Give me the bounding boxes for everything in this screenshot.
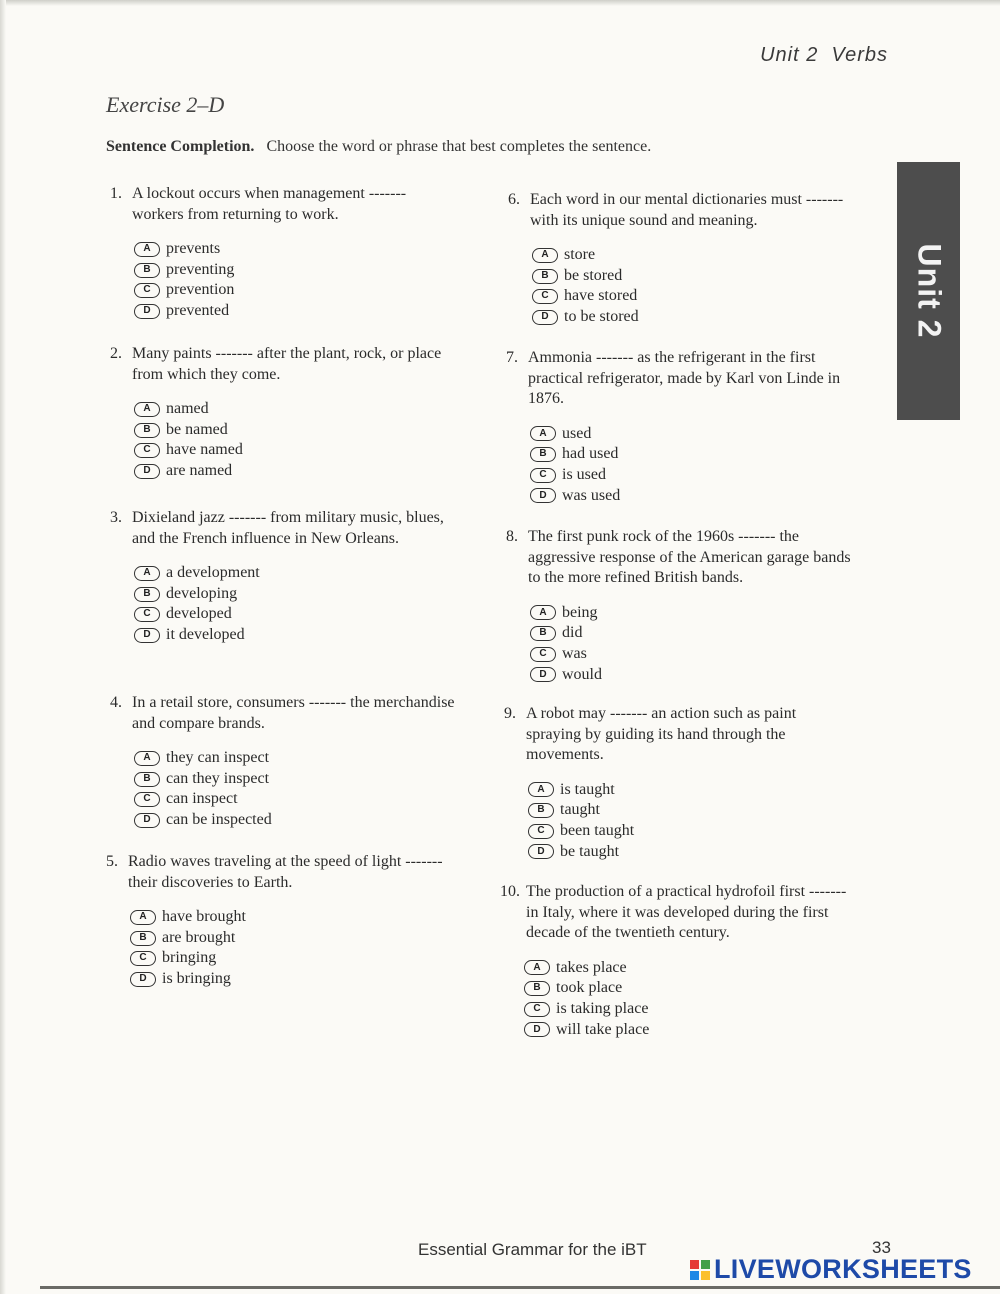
page-number: 33 [872, 1238, 891, 1257]
option-text: they can inspect [166, 749, 270, 767]
option-letter-badge[interactable]: C [532, 289, 558, 304]
option-letter-badge[interactable]: B [530, 626, 556, 641]
option-text: are named [166, 462, 233, 480]
answer-option-d[interactable] [134, 810, 455, 831]
unit-side-tab-label: Unit 2 [911, 243, 947, 339]
option-letter-badge[interactable]: D [134, 628, 160, 643]
answer-option-d[interactable] [134, 301, 455, 322]
question-number: 7. [506, 349, 518, 366]
question-text: Dixieland jazz ------- from military music, blues, and the French influence in New Orleans. [132, 509, 444, 547]
question-7 [506, 348, 851, 506]
option-letter-badge[interactable]: A [532, 248, 558, 263]
option-text: took place [556, 979, 623, 997]
answer-option-d[interactable] [530, 486, 851, 507]
option-text: can inspect [166, 790, 238, 808]
question-10 [500, 882, 852, 1040]
footer-book-title: Essential Grammar for the iBT [418, 1240, 647, 1259]
answer-option-c[interactable] [528, 821, 849, 842]
answer-option-c[interactable] [532, 286, 853, 307]
answer-option-b[interactable] [130, 928, 451, 949]
option-text: taught [560, 801, 600, 819]
answer-option-b[interactable] [530, 444, 851, 465]
answer-option-a[interactable] [532, 245, 853, 266]
answer-option-a[interactable] [134, 748, 455, 769]
liveworksheets-watermark [690, 1254, 972, 1285]
option-letter-badge[interactable]: C [134, 283, 160, 298]
option-letter-badge[interactable]: D [532, 310, 558, 325]
question-stem [110, 344, 455, 385]
option-text: used [562, 424, 592, 442]
option-text: was used [562, 486, 621, 504]
question-stem [500, 882, 852, 944]
question-text: The first punk rock of the 1960s ------- the aggressive response of the American garage bands to the more refined British bands. [528, 528, 851, 586]
option-letter-badge[interactable]: A [524, 960, 550, 975]
question-8 [506, 527, 851, 685]
question-3 [110, 508, 455, 646]
option-text: it developed [166, 626, 245, 644]
answer-options [106, 907, 451, 990]
option-text: named [166, 400, 209, 418]
question-2 [110, 344, 455, 482]
option-text: have stored [564, 287, 638, 305]
question-text: Radio waves traveling at the speed of light ------- their discoveries to Earth. [128, 853, 443, 891]
option-text: being [562, 603, 598, 621]
option-letter-badge[interactable]: B [532, 269, 558, 284]
bottom-rule [40, 1286, 1000, 1289]
question-text: In a retail store, consumers ------- the merchandise and compare brands. [132, 694, 455, 732]
option-text: a development [166, 564, 260, 582]
question-number: 9. [504, 705, 516, 722]
instructions [106, 138, 651, 156]
answer-option-b[interactable] [134, 769, 455, 790]
answer-options [504, 780, 849, 863]
answer-option-c[interactable] [134, 604, 455, 625]
answer-option-b[interactable] [134, 420, 455, 441]
option-letter-badge[interactable]: C [134, 607, 160, 622]
answer-option-c[interactable] [134, 280, 455, 301]
option-text: been taught [560, 821, 635, 839]
question-stem [508, 190, 853, 231]
question-number: 3. [110, 509, 122, 526]
page-top-shadow [0, 0, 1000, 6]
option-text: did [562, 624, 583, 642]
option-letter-badge[interactable]: A [530, 426, 556, 441]
answer-options [506, 424, 851, 507]
answer-options [110, 239, 455, 322]
option-letter-badge[interactable]: A [134, 402, 160, 417]
question-text: Each word in our mental dictionaries must ------- with its unique sound and meaning. [530, 191, 844, 229]
option-text: is taking place [556, 999, 649, 1017]
liveworksheets-logo-icon [690, 1260, 710, 1280]
option-text: will take place [556, 1020, 650, 1038]
page-left-shadow [0, 0, 6, 1294]
option-text: can they inspect [166, 769, 270, 787]
option-letter-badge[interactable]: D [530, 667, 556, 682]
answer-option-d[interactable] [528, 842, 849, 863]
question-text: A robot may ------- an action such as paint spraying by guiding its hand through the movements. [526, 705, 797, 763]
question-stem [110, 693, 455, 734]
answer-option-d[interactable] [134, 625, 455, 646]
instructions-label: Sentence Completion. [106, 138, 255, 155]
option-letter-badge[interactable]: C [530, 647, 556, 662]
option-letter-badge[interactable]: D [524, 1022, 550, 1037]
option-letter-badge[interactable]: C [134, 792, 160, 807]
answer-option-d[interactable] [530, 665, 851, 686]
answer-options [500, 958, 852, 1041]
option-text: store [564, 246, 596, 264]
question-number: 6. [508, 191, 520, 208]
option-letter-badge[interactable]: D [134, 304, 160, 319]
answer-option-c[interactable] [134, 789, 455, 810]
answer-options [110, 399, 455, 482]
answer-option-d[interactable] [130, 969, 451, 990]
question-stem [504, 704, 849, 766]
option-text: developed [166, 605, 232, 623]
option-letter-badge[interactable]: A [530, 605, 556, 620]
option-letter-badge[interactable]: A [134, 242, 160, 257]
answer-option-a[interactable] [524, 958, 852, 979]
question-number: 10. [500, 883, 520, 900]
question-6 [508, 190, 853, 328]
question-1 [110, 184, 455, 322]
question-number: 1. [110, 185, 122, 202]
option-letter-badge[interactable]: D [134, 464, 160, 479]
answer-option-b[interactable] [134, 260, 455, 281]
option-letter-badge[interactable]: B [134, 423, 160, 438]
question-number: 8. [506, 528, 518, 545]
answer-option-d[interactable] [134, 461, 455, 482]
answer-option-a[interactable] [134, 563, 455, 584]
option-text: prevents [166, 240, 221, 258]
answer-options [110, 563, 455, 646]
question-text: The production of a practical hydrofoil first ------- in Italy, where it was developed during the first decade of the twentieth century. [526, 883, 847, 941]
answer-options [110, 748, 455, 831]
question-9 [504, 704, 849, 862]
answer-option-d[interactable] [532, 307, 853, 328]
option-letter-badge[interactable]: D [134, 813, 160, 828]
answer-option-b[interactable] [532, 266, 853, 287]
option-text: takes place [556, 958, 627, 976]
answer-option-a[interactable] [130, 907, 451, 928]
option-text: is taught [560, 780, 615, 798]
running-head-unit: Unit 2 [760, 44, 819, 66]
option-letter-badge[interactable]: B [130, 931, 156, 946]
answer-option-d[interactable] [524, 1020, 852, 1041]
instructions-text: Choose the word or phrase that best completes the sentence. [266, 138, 652, 155]
answer-option-c[interactable] [134, 440, 455, 461]
option-letter-badge[interactable]: B [530, 447, 556, 462]
option-letter-badge[interactable]: A [528, 782, 554, 797]
option-letter-badge[interactable]: C [528, 824, 554, 839]
answer-option-c[interactable] [530, 465, 851, 486]
answer-option-c[interactable] [130, 948, 451, 969]
option-text: bringing [162, 949, 217, 967]
option-letter-badge[interactable]: A [134, 751, 160, 766]
answer-option-b[interactable] [134, 584, 455, 605]
answer-option-b[interactable] [530, 623, 851, 644]
option-letter-badge[interactable]: C [130, 951, 156, 966]
question-number: 4. [110, 694, 122, 711]
running-head-section: Verbs [831, 44, 888, 66]
option-text: be named [166, 420, 228, 438]
option-text: have brought [162, 908, 246, 926]
option-text: be taught [560, 842, 620, 860]
option-text: preventing [166, 260, 235, 278]
question-text: Ammonia ------- as the refrigerant in the first practical refrigerator, made by Karl von Linde in 1876. [528, 349, 841, 407]
option-letter-badge[interactable]: B [524, 981, 550, 996]
answer-option-a[interactable] [530, 603, 851, 624]
option-text: had used [562, 445, 619, 463]
option-text: would [562, 665, 602, 683]
question-4 [110, 693, 455, 831]
question-stem [506, 348, 851, 410]
option-text: is used [562, 465, 606, 483]
option-text: was [562, 644, 587, 662]
option-letter-badge[interactable]: A [130, 910, 156, 925]
option-text: are brought [162, 928, 236, 946]
answer-options [506, 603, 851, 686]
question-5 [106, 852, 451, 990]
option-letter-badge[interactable]: B [134, 772, 160, 787]
option-text: can be inspected [166, 811, 272, 829]
question-text: Many paints ------- after the plant, rock, or place from which they come. [132, 345, 442, 383]
answer-option-a[interactable] [134, 239, 455, 260]
answer-options [508, 245, 853, 328]
answer-option-c[interactable] [530, 644, 851, 665]
option-letter-badge[interactable]: B [134, 587, 160, 602]
exercise-title: Exercise 2–D [106, 92, 225, 117]
question-number: 5. [106, 853, 118, 870]
question-number: 2. [110, 345, 122, 362]
running-head [760, 44, 888, 67]
question-text: A lockout occurs when management ------- workers from returning to work. [132, 185, 407, 223]
answer-option-b[interactable] [524, 978, 852, 999]
option-letter-badge[interactable]: C [134, 443, 160, 458]
option-letter-badge[interactable]: D [130, 972, 156, 987]
question-stem [106, 852, 451, 893]
answer-option-b[interactable] [528, 800, 849, 821]
question-stem [110, 184, 455, 225]
option-letter-badge[interactable]: B [528, 803, 554, 818]
answer-option-c[interactable] [524, 999, 852, 1020]
question-stem [506, 527, 851, 589]
answer-option-a[interactable] [530, 424, 851, 445]
option-text: be stored [564, 266, 623, 284]
unit-side-tab [897, 162, 960, 420]
option-letter-badge[interactable]: A [134, 566, 160, 581]
option-text: prevention [166, 281, 235, 299]
option-text: have named [166, 441, 243, 459]
option-text: is bringing [162, 970, 231, 988]
liveworksheets-text: LIVEWORKSHEETS [714, 1254, 972, 1284]
option-text: prevented [166, 302, 230, 320]
option-letter-badge[interactable]: C [524, 1002, 550, 1017]
option-letter-badge[interactable]: B [134, 263, 160, 278]
option-text: to be stored [564, 308, 639, 326]
option-letter-badge[interactable]: D [528, 844, 554, 859]
answer-option-a[interactable] [134, 399, 455, 420]
option-text: developing [166, 584, 238, 602]
option-letter-badge[interactable]: D [530, 488, 556, 503]
question-stem [110, 508, 455, 549]
option-letter-badge[interactable]: C [530, 468, 556, 483]
answer-option-a[interactable] [528, 780, 849, 801]
